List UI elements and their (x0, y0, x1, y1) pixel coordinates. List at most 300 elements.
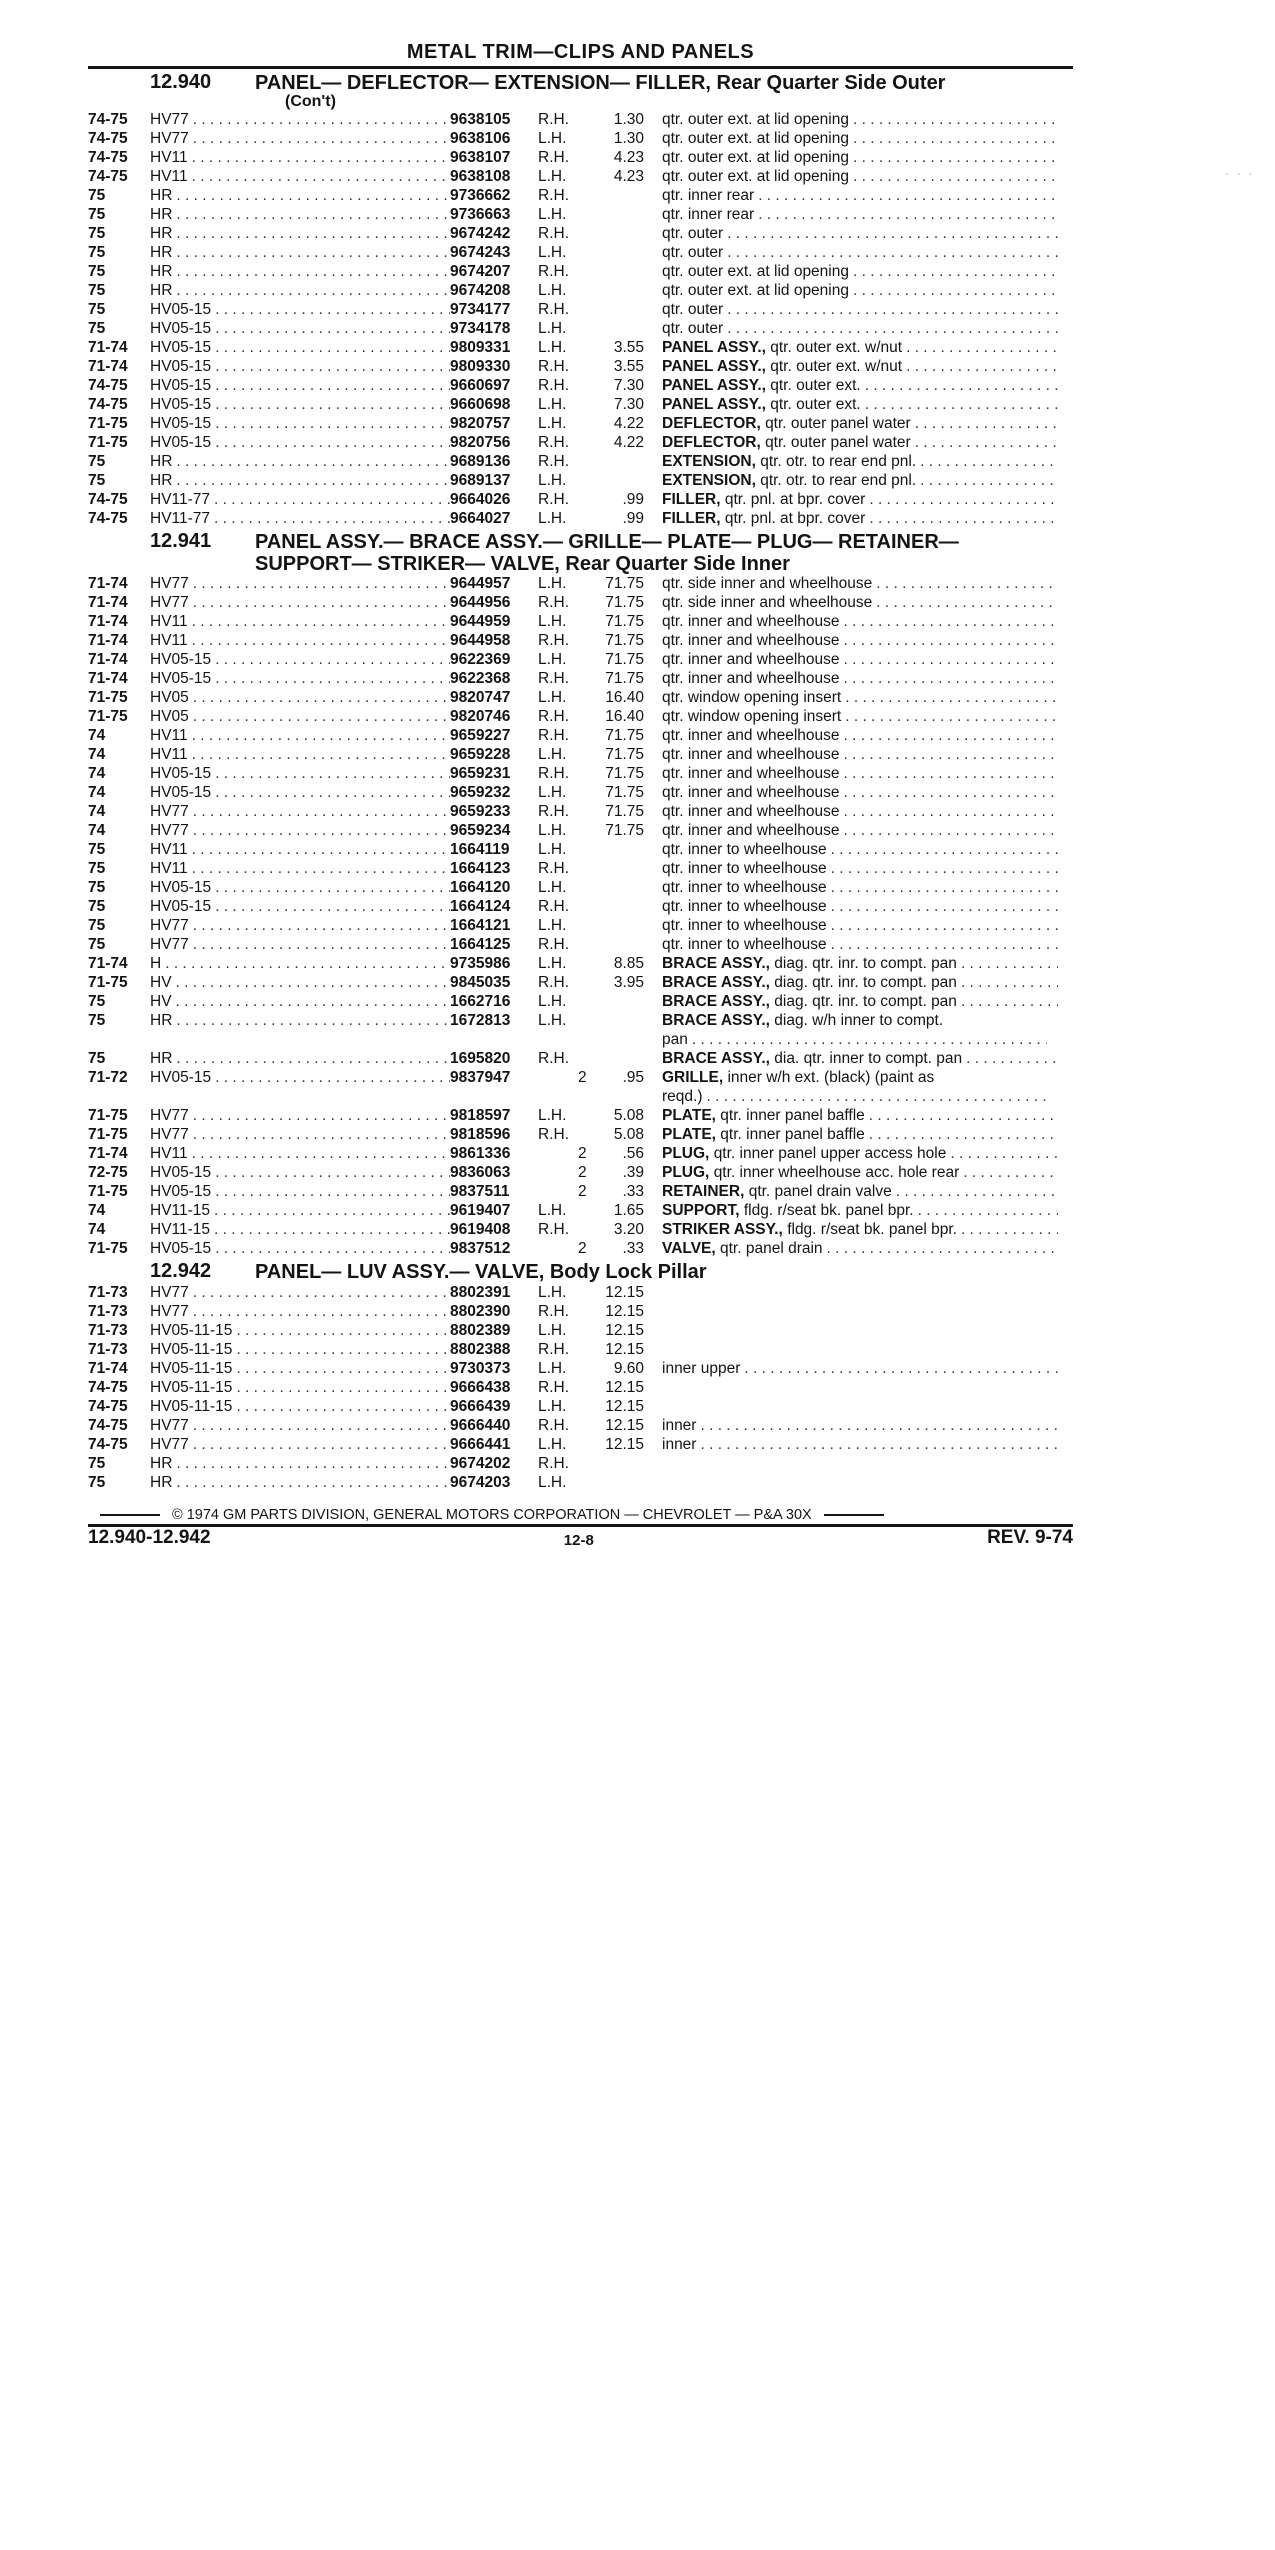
dot-leader (844, 745, 1058, 764)
description-text: qtr. outer ext. at lid opening (662, 130, 849, 147)
description-text: diag. w/h inner to compt. (774, 1012, 944, 1029)
dot-leader (215, 1239, 450, 1258)
quantity (578, 338, 598, 357)
description (662, 840, 827, 859)
price (598, 186, 644, 205)
part-number: 9659231 (450, 765, 511, 782)
side: L.H. (538, 130, 567, 147)
model-cell (150, 243, 450, 262)
spacer (644, 802, 662, 821)
year-range: 74-75 (88, 1417, 128, 1434)
description-cell (662, 783, 1058, 802)
side: R.H. (538, 936, 569, 953)
spacer (644, 1163, 662, 1182)
description-cell (662, 1416, 1058, 1435)
side: R.H. (538, 765, 569, 782)
description-text: inner (662, 1417, 697, 1434)
quantity (578, 878, 598, 897)
dot-leader (853, 262, 1058, 281)
dot-leader (236, 1340, 450, 1359)
part-number: 1662716 (450, 993, 511, 1010)
quantity (578, 1201, 598, 1220)
dot-leader (176, 452, 450, 471)
part-name: DEFLECTOR, (662, 415, 761, 432)
year-range: 74 (88, 1221, 106, 1238)
spacer (644, 783, 662, 802)
dot-leader (193, 110, 450, 129)
model-code: HV77 (150, 1284, 189, 1301)
part-number: 1664119 (450, 841, 510, 858)
dot-leader (215, 414, 450, 433)
model-cell (150, 433, 450, 452)
description-cell (662, 859, 1058, 878)
model-code: HV11 (150, 613, 188, 630)
part-number: 9689136 (450, 453, 511, 470)
description-text: inner (662, 1436, 697, 1453)
part-number: 9818597 (450, 1107, 511, 1124)
model-code: HV77 (150, 822, 189, 839)
year-range: 71-75 (88, 1107, 128, 1124)
quantity (578, 859, 598, 878)
spacer (644, 129, 662, 148)
model-code: HV05-15 (150, 784, 212, 801)
parts-table (88, 574, 1073, 1258)
description-cell (662, 707, 1058, 726)
quantity (578, 1220, 598, 1239)
price (598, 452, 644, 471)
table-row (88, 509, 1073, 528)
dot-leader (831, 878, 1058, 897)
side: R.H. (538, 860, 569, 877)
side: L.H. (538, 1322, 567, 1339)
description-cell (662, 1359, 1058, 1378)
description-cell (662, 1011, 1058, 1030)
dot-leader (215, 376, 450, 395)
description-text: fldg. r/seat bk. panel bpr. (787, 1221, 957, 1238)
catalog-page (88, 38, 1073, 1549)
model-code: HV05-11-15 (150, 1341, 233, 1358)
spacer (644, 764, 662, 783)
dot-leader (176, 243, 450, 262)
year-range: 75 (88, 320, 106, 337)
spacer (644, 859, 662, 878)
dot-leader (876, 574, 1058, 593)
quantity (578, 1473, 598, 1492)
year-range: 75 (88, 841, 106, 858)
model-code: HV05-11-15 (150, 1360, 233, 1377)
table-row (88, 1106, 1073, 1125)
description-text: qtr. inner panel baffle (720, 1107, 865, 1124)
model-code: HV11-77 (150, 491, 211, 508)
part-number: 9666439 (450, 1398, 511, 1415)
table-row (88, 186, 1073, 205)
parts-table (88, 1283, 1073, 1492)
dot-leader (193, 935, 450, 954)
year-range: 75 (88, 1455, 106, 1472)
side: L.H. (538, 1436, 567, 1453)
dot-leader (214, 1220, 450, 1239)
description-text: qtr. outer ext. (770, 377, 861, 394)
table-row (88, 1125, 1073, 1144)
price: 4.22 (613, 434, 644, 451)
price (598, 281, 644, 300)
year-range: 71-74 (88, 651, 128, 668)
side: L.H. (538, 917, 567, 934)
side: L.H. (538, 1107, 567, 1124)
quantity (578, 707, 598, 726)
description (662, 954, 957, 973)
description (662, 148, 849, 167)
dot-leader (961, 992, 1058, 1011)
price (598, 471, 644, 490)
year-range: 71-73 (88, 1341, 128, 1358)
year-range: 74 (88, 746, 106, 763)
model-cell (150, 1473, 450, 1492)
side: R.H. (538, 491, 569, 508)
description (662, 300, 723, 319)
price: 71.75 (605, 651, 644, 668)
table-row (88, 1011, 1073, 1030)
description-cell (662, 1473, 1058, 1492)
model-code: HR (150, 263, 173, 280)
spacer (644, 726, 662, 745)
model-code: HV77 (150, 1436, 189, 1453)
part-number: 9736662 (450, 187, 511, 204)
description-cell (662, 129, 1058, 148)
dot-leader (193, 1435, 450, 1454)
model-cell (150, 1049, 450, 1068)
model-cell (150, 726, 450, 745)
price (598, 262, 644, 281)
description-cell (662, 1068, 1058, 1087)
description-cell (662, 612, 1058, 631)
model-code: HV (150, 993, 172, 1010)
description-text: qtr. inner and wheelhouse (662, 746, 840, 763)
model-cell (150, 1302, 450, 1321)
dot-leader (707, 1087, 1048, 1106)
dot-leader (176, 471, 450, 490)
dot-leader (214, 490, 450, 509)
side: R.H. (538, 1341, 569, 1358)
spacer (644, 1378, 662, 1397)
description (662, 1068, 934, 1087)
spacer (644, 186, 662, 205)
dot-leader (950, 1144, 1058, 1163)
part-number: 9622368 (450, 670, 511, 687)
part-name: STRIKER ASSY., (662, 1221, 783, 1238)
dot-leader (844, 650, 1058, 669)
table-row (88, 745, 1073, 764)
dot-leader (193, 1106, 450, 1125)
part-number: 8802389 (450, 1322, 511, 1339)
table-row (88, 1220, 1073, 1239)
part-number: 9666440 (450, 1417, 511, 1434)
model-cell (150, 1220, 450, 1239)
model-code: HV11 (150, 632, 188, 649)
table-row (88, 110, 1073, 129)
table-row (88, 1182, 1073, 1201)
model-cell (150, 224, 450, 243)
model-code: HV05 (150, 689, 189, 706)
description-cell (662, 224, 1058, 243)
dot-leader (193, 821, 450, 840)
spacer (644, 1049, 662, 1068)
part-name: PANEL ASSY., (662, 339, 766, 356)
price (598, 1454, 644, 1473)
dot-leader (192, 1144, 450, 1163)
part-name: FILLER, (662, 510, 721, 527)
price: .39 (622, 1164, 644, 1181)
part-name: BRACE ASSY., (662, 1012, 770, 1029)
sections-container (88, 71, 1073, 1492)
dot-leader (727, 243, 1058, 262)
spacer (644, 1125, 662, 1144)
side (538, 1163, 578, 1182)
spacer (644, 593, 662, 612)
year-range: 75 (88, 1050, 106, 1067)
year-range: 75 (88, 282, 106, 299)
quantity (578, 574, 598, 593)
year-range: 75 (88, 263, 106, 280)
side: R.H. (538, 263, 569, 280)
description-cell (662, 593, 1058, 612)
side: L.H. (538, 784, 567, 801)
quantity (578, 509, 598, 528)
description-text: qtr. inner and wheelhouse (662, 651, 840, 668)
model-code: HV05-15 (150, 879, 212, 896)
description-text: qtr. window opening insert (662, 689, 842, 706)
model-code: HV05 (150, 708, 189, 725)
table-row (88, 471, 1073, 490)
side: L.H. (538, 244, 567, 261)
table-row (88, 338, 1073, 357)
table-row (88, 859, 1073, 878)
part-number: 9734177 (450, 301, 511, 318)
part-number: 8802388 (450, 1341, 511, 1358)
side: R.H. (538, 898, 569, 915)
quantity (578, 764, 598, 783)
model-cell (150, 186, 450, 205)
description-cell (662, 490, 1058, 509)
dot-leader (236, 1378, 450, 1397)
description-continuation (88, 1087, 1047, 1106)
dot-leader (853, 148, 1058, 167)
model-code: HV77 (150, 917, 189, 934)
spacer (644, 376, 662, 395)
dot-leader (215, 338, 450, 357)
description (662, 897, 827, 916)
spacer (644, 224, 662, 243)
price: 1.30 (613, 130, 644, 147)
quantity (578, 992, 598, 1011)
table-row (88, 1283, 1073, 1302)
side: L.H. (538, 320, 567, 337)
side: L.H. (538, 575, 567, 592)
table-row (88, 878, 1073, 897)
dot-leader (844, 669, 1058, 688)
quantity (578, 205, 598, 224)
description (662, 243, 723, 262)
description-text: qtr. outer (662, 320, 724, 337)
year-range: 74 (88, 727, 106, 744)
description-text: qtr. pnl. at bpr. cover (724, 491, 866, 508)
dot-leader (236, 1397, 450, 1416)
description (662, 224, 723, 243)
description (662, 509, 865, 528)
side: L.H. (538, 1012, 567, 1029)
description-text: qtr. side inner and wheelhouse (662, 594, 873, 611)
part-number: 9659232 (450, 784, 511, 801)
part-number: 9674203 (450, 1474, 511, 1491)
price: 8.85 (613, 955, 644, 972)
price: .56 (622, 1145, 644, 1162)
price: 5.08 (613, 1107, 644, 1124)
year-range: 75 (88, 917, 106, 934)
description-cell (662, 1201, 1058, 1220)
table-row (88, 1416, 1073, 1435)
section-header (88, 530, 1073, 574)
part-name: PLATE, (662, 1126, 716, 1143)
description (662, 764, 840, 783)
table-row (88, 707, 1073, 726)
part-name: RETAINER, (662, 1183, 745, 1200)
price: 4.23 (613, 149, 644, 166)
model-cell (150, 916, 450, 935)
spacer (644, 433, 662, 452)
description-text: qtr. inner to wheelhouse (662, 898, 827, 915)
description-cell (662, 631, 1058, 650)
dot-leader (192, 612, 450, 631)
description (662, 357, 902, 376)
price (598, 897, 644, 916)
part-number: 9820747 (450, 689, 511, 706)
dot-leader (193, 802, 450, 821)
model-code: HV11-77 (150, 510, 211, 527)
model-cell (150, 1283, 450, 1302)
part-number: 9837947 (450, 1069, 511, 1086)
quantity (578, 262, 598, 281)
description-cell (662, 452, 1058, 471)
price: 71.75 (605, 632, 644, 649)
description-cell (662, 281, 1058, 300)
dot-leader (865, 376, 1058, 395)
description-text: qtr. inner rear (662, 206, 755, 223)
quantity (578, 1378, 598, 1397)
description (662, 452, 916, 471)
dot-leader (700, 1435, 1058, 1454)
dot-leader (193, 916, 450, 935)
model-cell (150, 1106, 450, 1125)
model-code: HV11 (150, 746, 188, 763)
year-range: 74 (88, 765, 106, 782)
quantity (578, 612, 598, 631)
quantity (578, 300, 598, 319)
section-title: PANEL ASSY.— BRACE ASSY.— GRILLE— PLATE— PLUG— RETAINER— (255, 531, 959, 553)
dot-leader (692, 1030, 1047, 1049)
description-cell (662, 110, 1058, 129)
dot-leader (193, 593, 450, 612)
quantity (578, 1416, 598, 1435)
description (662, 376, 861, 395)
dot-leader (176, 973, 450, 992)
dot-leader (915, 433, 1058, 452)
model-cell (150, 631, 450, 650)
spacer (644, 612, 662, 631)
description-cell (662, 186, 1058, 205)
quantity (578, 224, 598, 243)
model-cell (150, 897, 450, 916)
part-number: 9730373 (450, 1360, 511, 1377)
description-text: qtr. inner to wheelhouse (662, 860, 827, 877)
description-cell (662, 1239, 1058, 1258)
dot-leader (192, 726, 450, 745)
year-range: 72-75 (88, 1164, 128, 1181)
description (662, 1011, 943, 1030)
part-number: 9845035 (450, 974, 511, 991)
spacer (644, 452, 662, 471)
dot-leader (831, 935, 1058, 954)
year-range: 74 (88, 803, 106, 820)
dot-leader (176, 1011, 450, 1030)
table-row (88, 490, 1073, 509)
description (662, 205, 754, 224)
dot-leader (193, 707, 450, 726)
part-number: 9666438 (450, 1379, 511, 1396)
spacer (644, 954, 662, 973)
part-number: 1664121 (450, 917, 511, 934)
year-range: 74-75 (88, 168, 128, 185)
quantity (578, 897, 598, 916)
price: 3.55 (613, 339, 644, 356)
description-cell (662, 1283, 1058, 1302)
dot-leader (176, 262, 450, 281)
table-row (88, 821, 1073, 840)
price: 3.20 (613, 1221, 644, 1238)
model-code: HV11 (150, 149, 188, 166)
year-range: 75 (88, 225, 106, 242)
year-range: 74-75 (88, 510, 128, 527)
section-title: SUPPORT— STRIKER— VALVE, Rear Quarter Side Inner (255, 553, 790, 575)
price: 71.75 (605, 803, 644, 820)
dot-leader (215, 433, 450, 452)
part-name: BRACE ASSY., (662, 1050, 770, 1067)
dot-leader (831, 897, 1058, 916)
dot-leader (193, 1125, 450, 1144)
model-code: HV77 (150, 1303, 189, 1320)
spacer (644, 300, 662, 319)
section-title: PANEL— LUV ASSY.— VALVE, Body Lock Pillar (255, 1261, 707, 1283)
spacer (644, 110, 662, 129)
description-text: qtr. outer (662, 301, 724, 318)
footer-revision: REV. 9-74 (987, 1527, 1073, 1548)
price: 71.75 (605, 594, 644, 611)
dot-leader (215, 1182, 450, 1201)
quantity (578, 1435, 598, 1454)
year-range: 71-74 (88, 632, 128, 649)
part-number: 9666441 (450, 1436, 511, 1453)
table-row (88, 574, 1073, 593)
quantity (578, 376, 598, 395)
price: 71.75 (605, 822, 644, 839)
spacer (644, 878, 662, 897)
table-row (88, 1302, 1073, 1321)
quantity (578, 840, 598, 859)
side (538, 1182, 578, 1201)
part-name: BRACE ASSY., (662, 993, 770, 1010)
spacer (644, 1068, 662, 1087)
model-cell (150, 1321, 450, 1340)
footer-range: 12.940-12.942 (88, 1527, 211, 1548)
